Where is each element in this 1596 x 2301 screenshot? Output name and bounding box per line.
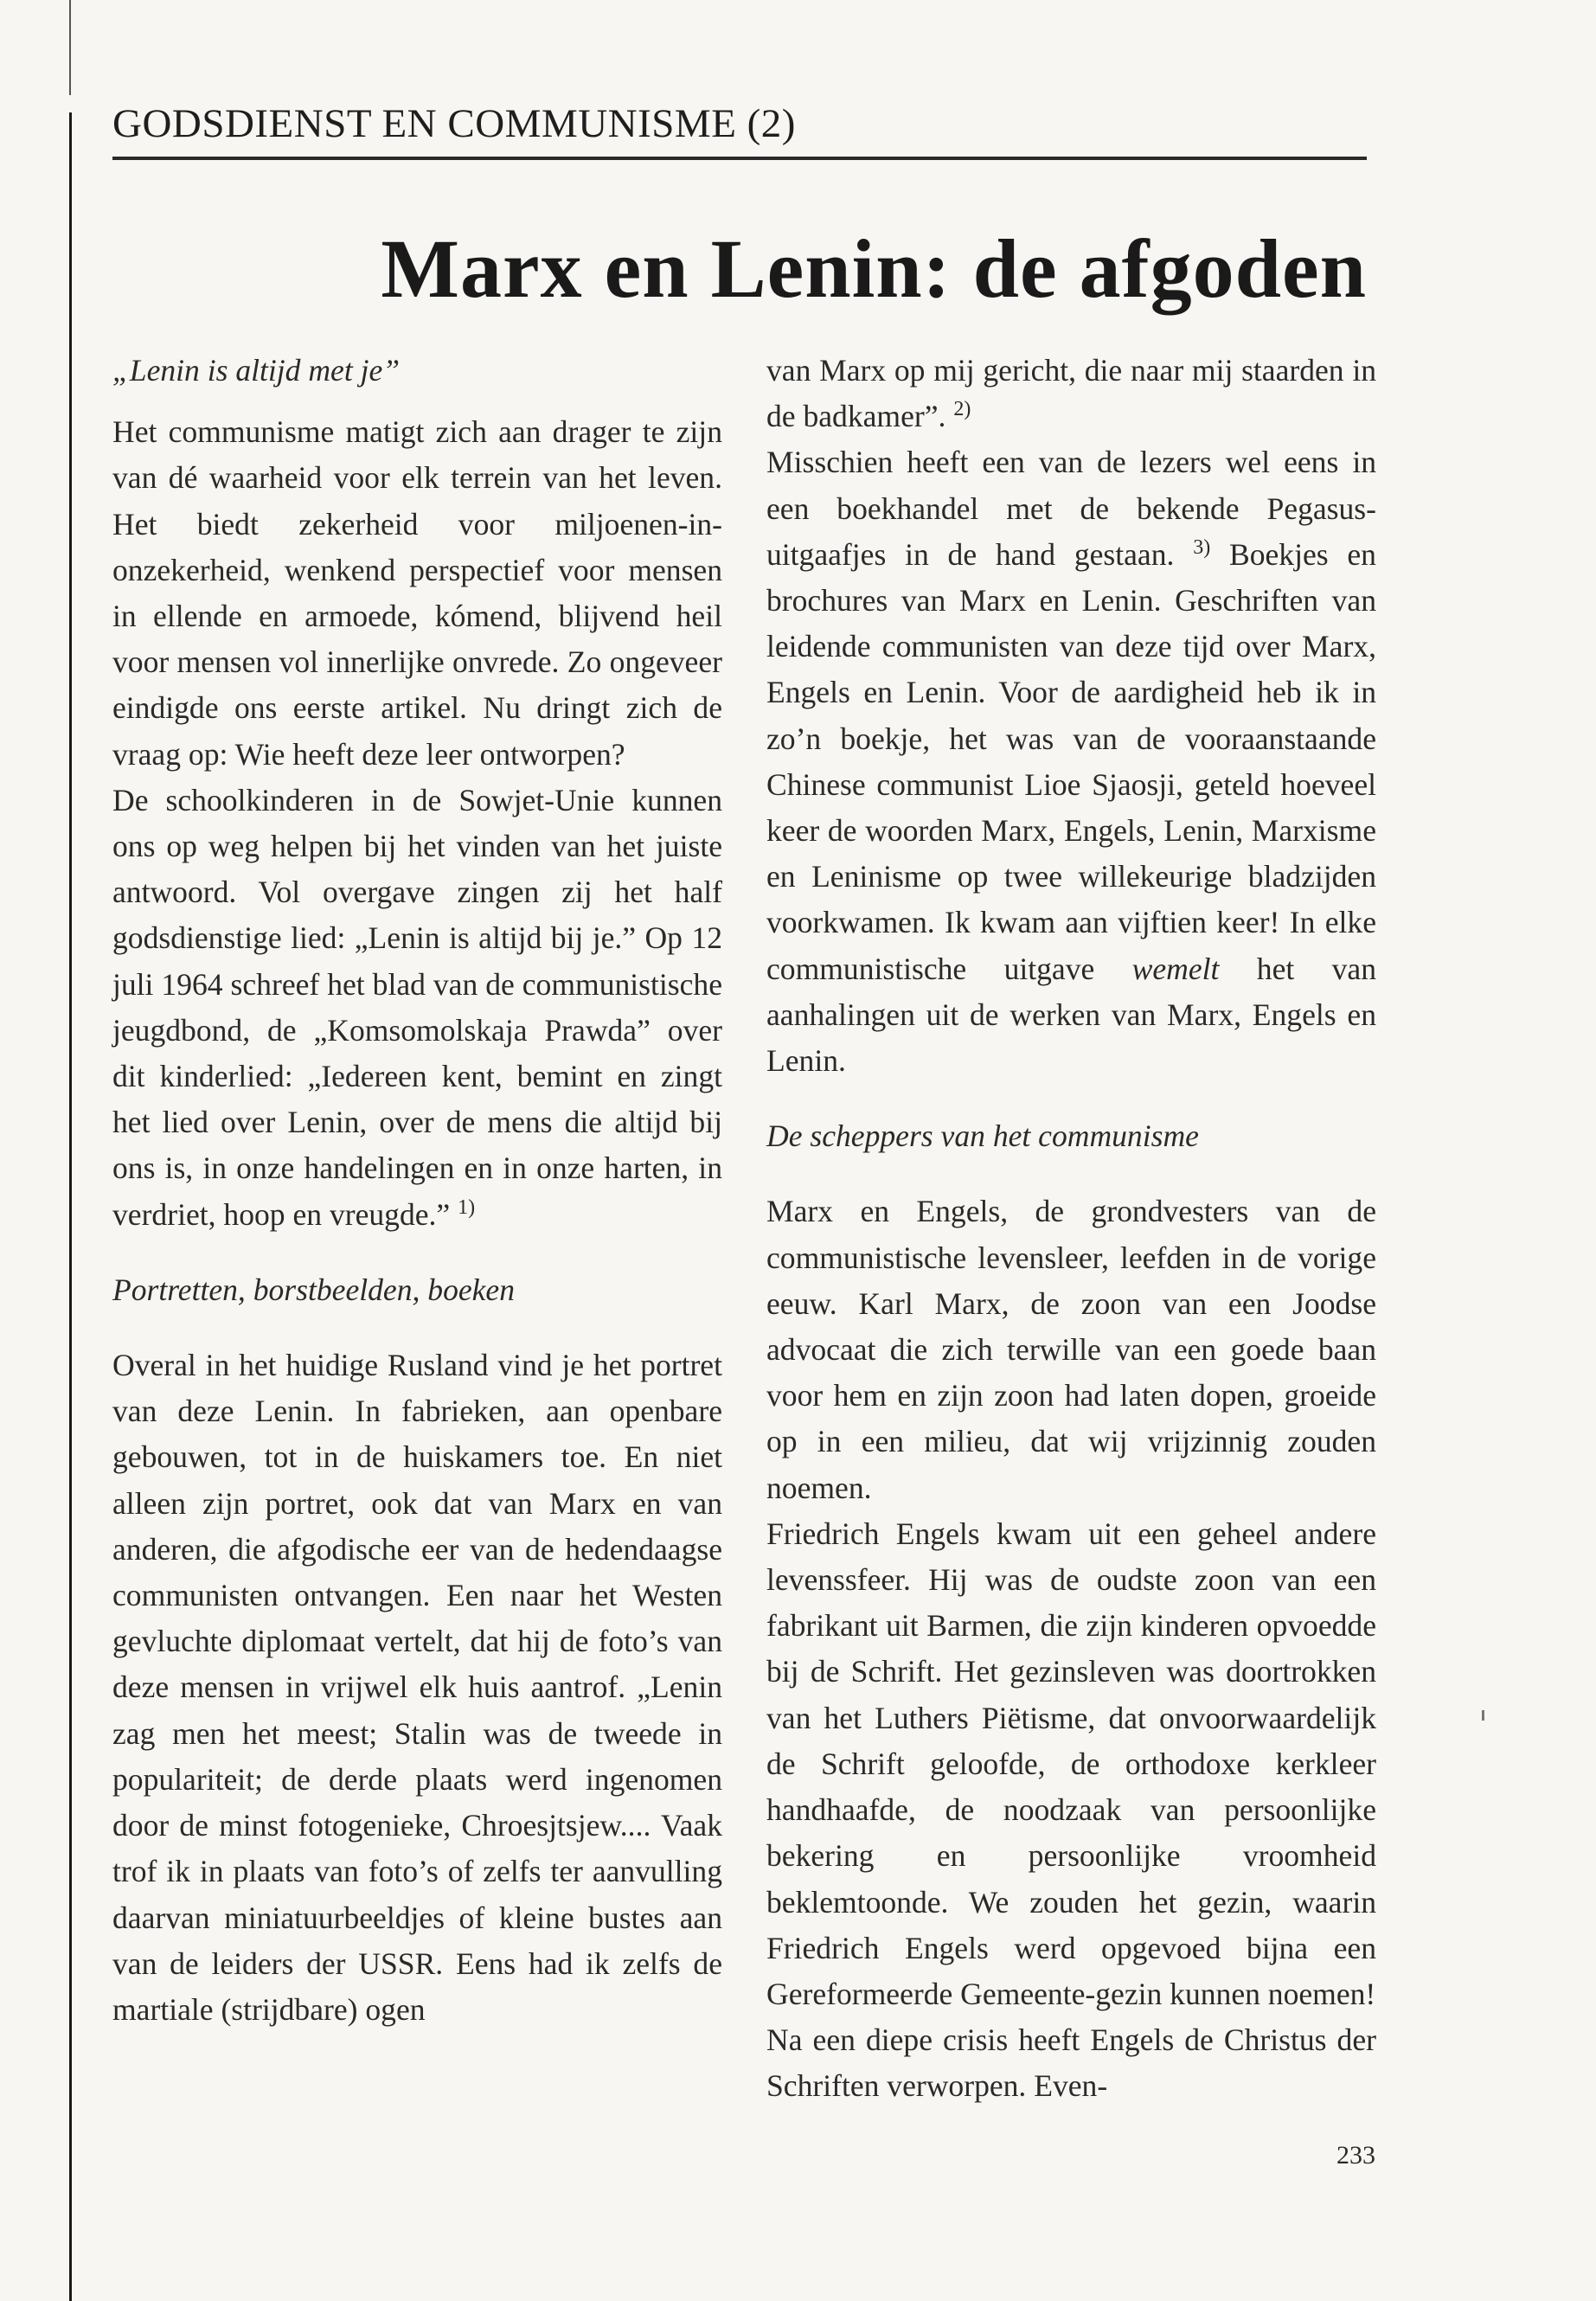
binding-edge-line	[69, 112, 72, 2301]
margin-mark	[1482, 1710, 1484, 1721]
paragraph: Overal in het huidige Rusland vind je het portret van deze Lenin. In fabrieken, aan openbare gebouwen, tot in de huiskamers toe. En niet alleen zijn portret, ook dat van Marx en van anderen, die afgodische eer van de hedendaagse communisten ontvangen. Een naar het Westen gevluchte diplomaat vertelt, dat hij de foto’s van deze mensen in vrijwel elk huis aantrof. „Lenin zag men het meest; Stalin was de tweede in populariteit; de derde plaats werd ingenomen door de minst fotogenieke, Chroesjtsjew.... Vaak trof ik in plaats van foto’s of zelfs ter aanvulling daarvan miniatuurbeeldjes of kleine bustes aan van de leiders der USSR. Eens had ik zelfs de martiale (strijdbare) ogen	[112, 1348, 722, 2027]
section-title: GODSDIENST EN COMMUNISME (2)	[112, 101, 796, 146]
left-column	[112, 348, 722, 2033]
paragraph	[766, 348, 1376, 439]
epigraph: „Lenin is altijd met je”	[112, 353, 401, 388]
subheading: De scheppers van het communisme	[766, 1118, 1199, 1154]
paragraph-text: van Marx op mij gericht, die naar mij staarden in de badkamer”.	[766, 353, 1376, 434]
header-rule	[112, 157, 1367, 160]
right-column	[766, 348, 1376, 2110]
binding-edge-mark	[69, 0, 71, 95]
article-title: Marx en Lenin: de afgoden	[381, 222, 1367, 315]
subheading: Portretten, borstbeelden, boeken	[112, 1272, 516, 1307]
paragraph-text: Misschien heeft een van de lezers wel eens in een boekhandel met de bekende Pegasus-uitgaafjes in de hand gestaan.	[766, 445, 1376, 572]
paragraph	[766, 439, 1376, 1084]
paragraph-text: De schoolkinderen in de Sowjet-Unie kunnen ons op weg helpen bij het vinden van het juiste antwoord. Vol overgave zingen zij het half godsdienstige lied: „Lenin is altijd bij je.” Op 12 juli 1964 schreef het blad van de communistische jeugdbond, de „Komsomolskaja Prawda” over dit kinderlied: „Iedereen kent, bemint en zingt het lied over Lenin, over de mens die altijd bij ons is, in onze handelingen en in onze harten, in verdriet, hoop en vreugde.”	[112, 782, 722, 1232]
paragraph: Het communisme matigt zich aan drager te zijn van dé waarheid voor elk terrein van het leven. Het biedt zekerheid voor miljoenen-in-onzekerheid, wenkend perspectief voor mensen in ellende en armoede, kómend, blijvend heil voor mensen vol innerlijke onvrede. Zo ongeveer eindigde ons eerste artikel. Nu dringt zich de vraag op: Wie heeft deze leer ontworpen?	[112, 414, 722, 772]
footnote-ref: 1)	[458, 1195, 476, 1219]
footnote-ref: 3)	[1193, 535, 1211, 559]
paragraph: Na een diepe crisis heeft Engels de Christus der Schriften verworpen. Even-	[766, 2022, 1376, 2104]
paragraph	[112, 778, 722, 1238]
paragraph-text: het van aanhalingen uit de werken van Marx, Engels en Lenin.	[766, 951, 1376, 1079]
page-number: 233	[1336, 2141, 1375, 2170]
paragraph: Friedrich Engels kwam uit een geheel andere levenssfeer. Hij was de oudste zoon van een fabrikant uit Barmen, die zijn kinderen opvoedde bij de Schrift. Het gezinsleven was doortrokken van het Luthers Piëtisme, dat onvoorwaardelijk de Schrift geloofde, de orthodoxe kerkleer handhaafde, de noodzaak van persoonlijke bekering en persoonlijke vroomheid beklemtoonde. We zouden het gezin, waarin Friedrich Engels werd opgevoed bijna een Gereformeerde Gemeente-gezin kunnen noemen!	[766, 1516, 1376, 2011]
paragraph-text: Boekjes en brochures van Marx en Lenin. Geschriften van leidende communisten van deze tijd over Marx, Engels en Lenin. Voor de aardigheid heb ik in zo’n boekje, het was van de vooraanstaande Chinese communist Lioe Sjaosji, geteld hoeveel keer de woorden Marx, Engels, Lenin, Marxisme en Leninisme op twee willekeurige bladzijden voorkwamen. Ik kwam aan vijftien keer! In elke communistische uitgave	[766, 536, 1376, 986]
emphasis: wemelt	[1131, 951, 1220, 986]
page-header	[112, 101, 1367, 160]
paragraph: Marx en Engels, de grondvesters van de communistische levensleer, leefden in de vorige eeuw. Karl Marx, de zoon van een Joodse advocaat die zich terwille van een goede baan voor hem en zijn zoon had laten dopen, groeide op in een milieu, dat wij vrijzinnig zouden noemen.	[766, 1194, 1376, 1505]
footnote-ref: 2)	[953, 398, 971, 421]
